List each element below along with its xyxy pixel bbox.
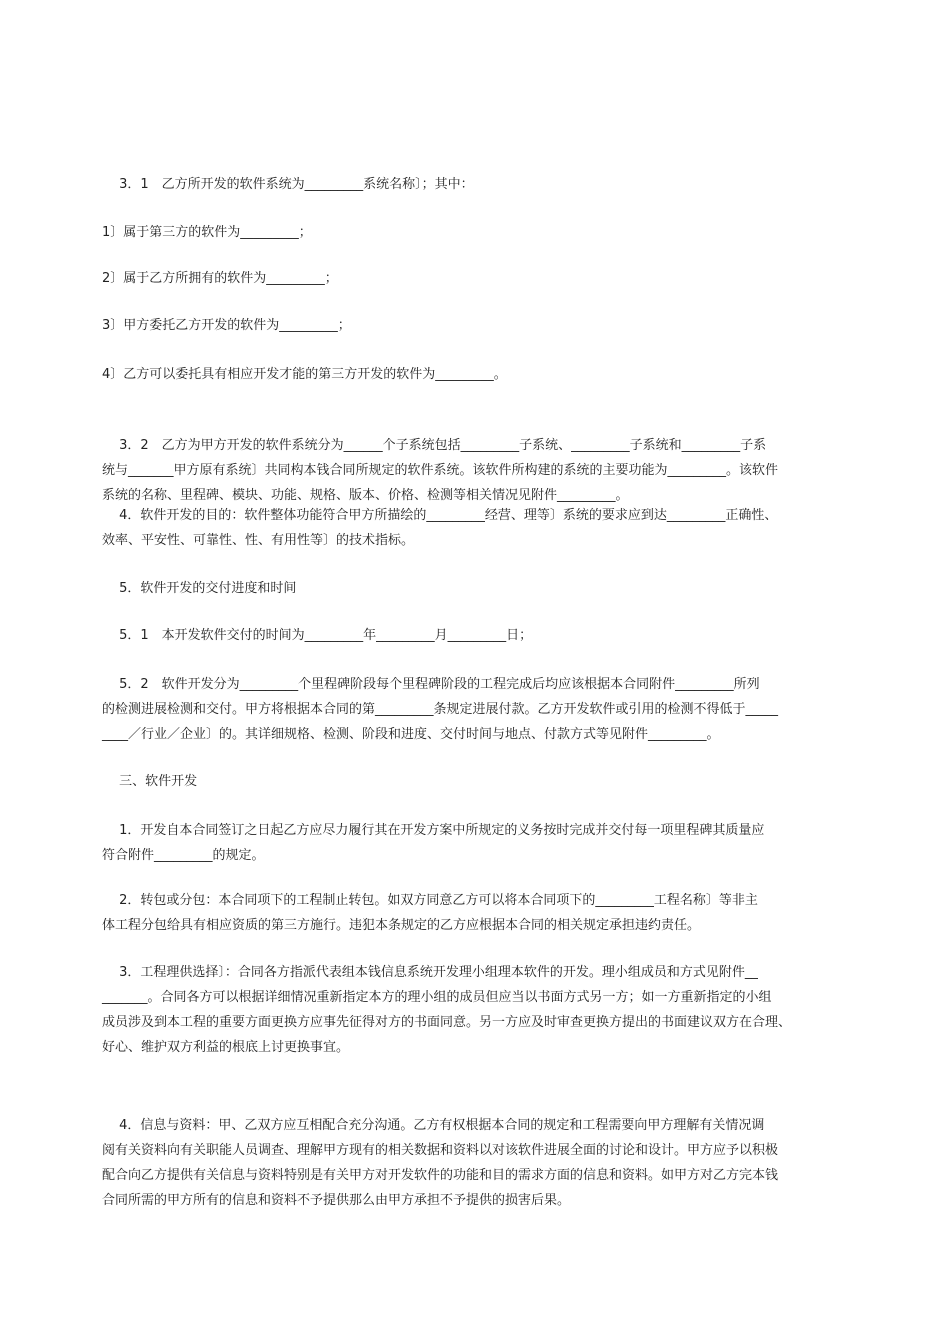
paragraph: [102, 769, 862, 794]
paragraph: [102, 362, 862, 387]
text-line: 符合附件_________的规定。: [102, 848, 265, 863]
text-line: 4．软件开发的目的：软件整体功能符合甲方所描绘的_________经营、理等〕系统的要求应到达_________正确性、: [102, 508, 778, 523]
paragraph: [102, 888, 862, 938]
text-line: 2〕属于乙方所拥有的软件为_________；: [102, 271, 338, 286]
paragraph: [102, 818, 862, 868]
paragraph: [102, 313, 862, 338]
paragraph: [102, 672, 862, 747]
text-line: 3〕甲方委托乙方开发的软件为_________；: [102, 318, 351, 333]
text-line: 的检测进展检测和交付。甲方将根据本合同的第_________条规定进展付款。乙方开发软件或引用的检测不得低于_____: [102, 702, 779, 717]
text-line: 4〕乙方可以委托具有相应开发才能的第三方开发的软件为_________。: [102, 367, 507, 382]
text-line: 三、软件开发: [102, 774, 198, 789]
text-line: 1．开发自本合同签订之日起乙方应尽力履行其在开发方案中所规定的义务按时完成并交付每一项里程碑其质量应: [102, 823, 765, 838]
paragraph: [102, 172, 862, 197]
text-line: 好心、维护双方利益的根底上讨更换事宜。: [102, 1040, 350, 1055]
text-line: 3．工程理供选择〕：合同各方指派代表组本钱信息系统开发理小组理本软件的开发。理小组成员和方式见附件__: [102, 965, 758, 980]
text-line: _______。合同各方可以根据详细情况重新指定本方的理小组的成员但应当以书面方式另一方；如一方重新指定的小组: [102, 990, 772, 1005]
text-line: 5．1 本开发软件交付的时间为_________年_________月_________日；: [102, 628, 533, 643]
text-line: 4．信息与资料：甲、乙双方应互相配合充分沟通。乙方有权根据本合同的规定和工程需要向甲方理解有关情况调: [102, 1118, 765, 1133]
text-line: 阅有关资料向有关职能人员调查、理解甲方现有的相关数据和资料以对该软件进展全面的讨论和设计。甲方应予以积极: [102, 1143, 779, 1158]
text-line: 系统的名称、里程碑、模块、功能、规格、版本、价格、检测等相关情况见附件_________。: [102, 488, 629, 503]
text-line: ____／行业／企业〕的。其详细规格、检测、阶段和进度、交付时间与地点、付款方式等见附件_________。: [102, 727, 720, 742]
text-line: 成员涉及到本工程的重要方面更换方应事先征得对方的书面同意。另一方应及时审查更换方提出的书面建议双方在合理、: [102, 1015, 792, 1030]
text-line: 3．2 乙方为甲方开发的软件系统分为______个子系统包括_________子系统、_________子系统和_________子系: [102, 438, 767, 453]
text-line: 5．2 软件开发分为_________个里程碑阶段每个里程碑阶段的工程完成后均应该根据本合同附件_________所列: [102, 677, 760, 692]
paragraph: [102, 576, 862, 601]
text-line: 5．软件开发的交付进度和时间: [102, 581, 297, 596]
paragraph: [102, 433, 862, 508]
text-line: 合同所需的甲方所有的信息和资料不予提供那么由甲方承担不予提供的损害后果。: [102, 1193, 571, 1208]
text-line: 2．转包或分包：本合同项下的工程制止转包。如双方同意乙方可以将本合同项下的_________工程名称〕等非主: [102, 893, 758, 908]
text-line: 3．1 乙方所开发的软件系统为_________系统名称〕；其中：: [102, 177, 474, 192]
paragraph: [102, 960, 862, 1060]
text-line: 体工程分包给具有相应资质的第三方施行。违犯本条规定的乙方应根据本合同的相关规定承担违约责任。: [102, 918, 701, 933]
paragraph: [102, 220, 862, 245]
text-line: 1〕属于第三方的软件为_________；: [102, 225, 312, 240]
paragraph: [102, 623, 862, 648]
text-line: 效率、平安性、可靠性、性、有用性等〕的技术指标。: [102, 533, 415, 548]
paragraph: [102, 503, 862, 553]
paragraph: [102, 1113, 862, 1213]
paragraph: [102, 266, 862, 291]
text-line: 配合向乙方提供有关信息与资料特别是有关甲方对开发软件的功能和目的需求方面的信息和资料。如甲方对乙方完本钱: [102, 1168, 779, 1183]
text-line: 统与_______甲方原有系统〕共同构本钱合同所规定的软件系统。该软件所构建的系统的主要功能为_________。该软件: [102, 463, 779, 478]
